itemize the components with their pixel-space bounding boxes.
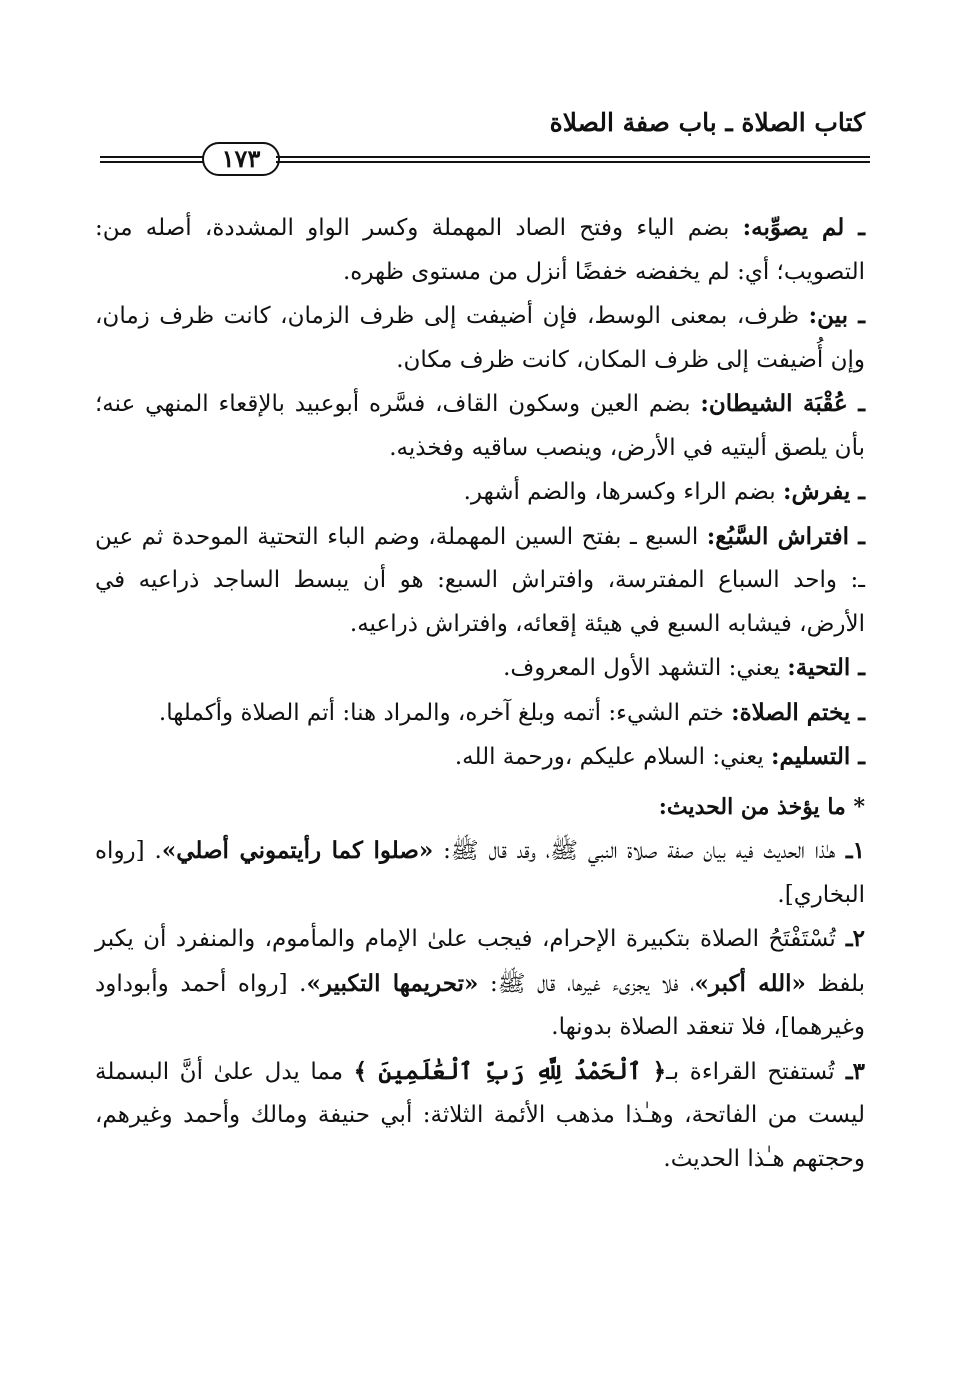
glossary-definition: ختم الشيء: أتمه وبلغ آخره، والمراد هنا: أتم الصلاة وأكملها. xyxy=(158,699,732,726)
glossary-entry xyxy=(95,206,865,294)
benefit-text: تُسْتَفْتَحُ الصلاة بتكبيرة الإحرام، فيجب علىٰ الإمام والمأموم، والمنفرد أن يكبر بلفظ xyxy=(95,926,865,997)
glossary-entry xyxy=(95,646,865,691)
entry-dash: ـ xyxy=(850,478,865,505)
glossary-term: لم يصوِّبه: xyxy=(742,214,845,241)
glossary-definition: ظرف، بمعنى الوسط، فإن أضيفت إلى ظرف الزمان، كانت ظرف زمان، وإن أُضيفت إلى ظرف المكان، كانت ظرف مكان. xyxy=(95,303,865,373)
glossary-definition: يعني: السلام عليكم ،ورحمة الله. xyxy=(454,744,772,770)
entry-dash: ـ xyxy=(844,214,865,241)
entry-dash: ـ xyxy=(849,522,866,550)
benefit-text: مما يدل علىٰ أنَّ البسملة ليست من الفاتحة، وهـٰذا مذهب الأئمة الثلاثة: أبي حنيفة ومالك وأحمد وغيرهم، وحجتهم هـٰذا الحديث. xyxy=(95,1058,865,1172)
glossary-definition: بضم العين وسكون القاف، فسَّره أبوعبيد بالإقعاء المنهي عنه؛ بأن يلصق أليتيه في الأرض، وينصب ساقيه وفخذيه. xyxy=(95,391,865,461)
benefit-item xyxy=(95,1050,865,1182)
glossary-entry xyxy=(95,735,865,780)
page-number: ١٧٣ xyxy=(202,142,280,176)
glossary-term: عُقْبَة الشيطان: xyxy=(700,390,848,417)
glossary-list xyxy=(95,206,865,780)
entry-dash: ـ xyxy=(850,654,865,681)
glossary-term: التسليم: xyxy=(771,743,851,770)
glossary-term: يفرش: xyxy=(782,478,851,505)
benefit-text: . [رواه البخاري]. xyxy=(95,838,865,908)
quoted-text: ﴿ ٱلْحَمْدُ لِلَّهِ رَبِّ ٱلْعَٰلَمِينَ ﴾ xyxy=(353,1057,667,1085)
glossary-entry xyxy=(95,382,865,470)
glossary-definition: بضم الياء وفتح الصاد المهملة وكسر الواو المشددة، أصله من: التصويب؛ أي: لم يخفضه خفضًا أنزل من مستوى ظهره. xyxy=(95,215,865,285)
quoted-text: «تحريمها التكبير» xyxy=(306,969,479,997)
benefit-text: ، فلا يجزىء غيرها، قال ﷺ: xyxy=(478,970,695,997)
benefit-text: تُستفتح القراءة بـ xyxy=(666,1058,835,1085)
header-rule-right xyxy=(276,156,870,163)
glossary-term: بين: xyxy=(808,302,848,329)
benefit-number: ٣ـ xyxy=(834,1057,865,1085)
glossary-term: التحية: xyxy=(787,654,851,681)
benefit-number: ١ـ xyxy=(835,837,865,864)
glossary-entry xyxy=(95,515,865,647)
benefit-number: ٢ـ xyxy=(835,925,866,952)
running-header-title: كتاب الصلاة ـ باب صفة الصلاة xyxy=(549,108,865,137)
glossary-entry xyxy=(95,691,865,736)
benefit-item xyxy=(95,917,865,1050)
benefits-list xyxy=(95,829,865,1181)
header-rule xyxy=(100,140,870,180)
benefit-item xyxy=(95,829,865,917)
quoted-text: «صلوا كما رأيتموني أصلي» xyxy=(161,837,434,864)
glossary-definition: يعني: التشهد الأول المعروف. xyxy=(503,655,788,681)
entry-dash: ـ xyxy=(850,698,865,726)
glossary-definition: بضم الراء وكسرها، والضم أشهر. xyxy=(463,479,783,505)
benefit-text: هـٰذا الحديث فيه بيان صفة صلاة النبي ﷺ، وقد قال ﷺ: xyxy=(433,838,836,864)
glossary-term: يختم الصلاة: xyxy=(731,698,851,726)
section-title: * ما يؤخذ من الحديث: xyxy=(658,793,865,820)
quoted-text: «الله أكبر» xyxy=(694,969,806,997)
entry-dash: ـ xyxy=(848,302,865,329)
entry-dash: ـ xyxy=(850,743,865,770)
benefit-text: . [رواه أحمد وأبوداود وغيرهما]، فلا تنعقد الصلاة بدونها. xyxy=(95,970,865,1040)
header-rule-left xyxy=(100,156,204,163)
page-body xyxy=(95,206,865,1181)
glossary-term: افتراش السَّبُع: xyxy=(706,522,850,550)
entry-dash: ـ xyxy=(847,390,865,417)
glossary-entry xyxy=(95,470,865,515)
glossary-definition: السبع ـ بفتح السين المهملة، وضم الباء التحتية الموحدة ثم عين ـ: واحد السباع المفترسة، وافتراش السبع: هو أن يبسط الساجد ذراعيه في الأرض، فيشابه السبع في هيئة إقعائه، وافتراش ذراعيه. xyxy=(95,523,865,637)
glossary-entry xyxy=(95,294,865,382)
